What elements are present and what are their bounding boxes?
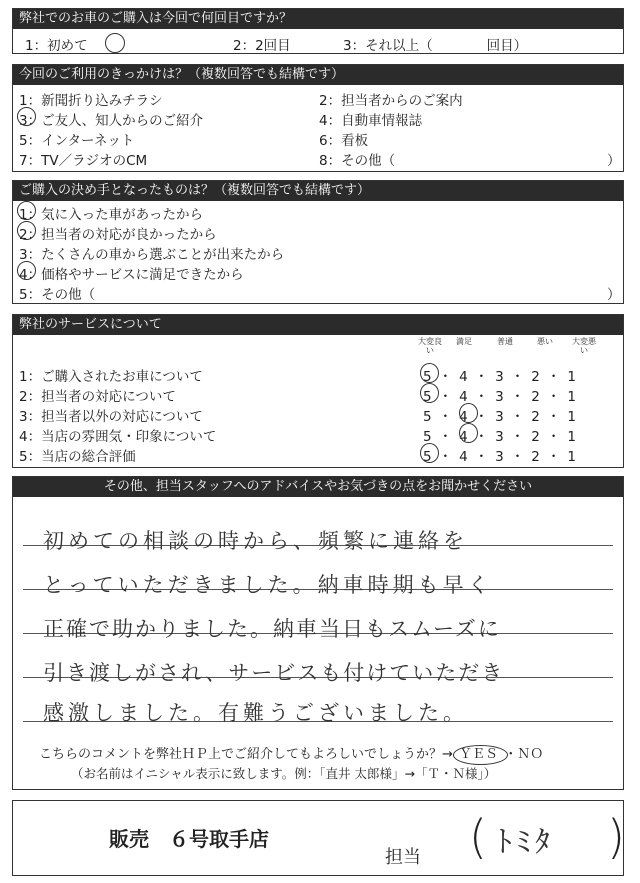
rating-label-bad: 悪い (537, 337, 553, 346)
publish-yes-label: ＹＥＳ (459, 747, 499, 762)
q1-option-2[interactable]: 2：2回目 (233, 38, 291, 54)
q2-option-2[interactable]: 2：担当者からのご案内 (319, 93, 463, 109)
q3-header: ご購入の決め手となったものは？（複数回答でも結構です） (13, 181, 623, 201)
q2-option-5[interactable]: 5：インターネット (19, 133, 135, 149)
q2-header: 今回のご利用のきっかけは？（複数回答でも結構です） (13, 65, 623, 85)
q1-section (12, 8, 624, 54)
footer-box (12, 800, 624, 876)
q2-option-6[interactable]: 6：看板 (319, 133, 369, 149)
publish-no-option[interactable]: ＮＯ (517, 747, 544, 762)
q3-option-5[interactable]: 5：その他（ (19, 287, 96, 303)
publish-yes-option[interactable] (457, 747, 504, 762)
comments-header: その他、担当スタッフへのアドバイスやお気づきの点をお聞かせください (13, 477, 623, 497)
q3-section (12, 180, 624, 304)
q3-option-1[interactable]: 1：気に入った車があったから (19, 207, 203, 223)
q3-other-close: ） (607, 287, 621, 303)
rating-label-satisfied: 満足 (456, 337, 472, 346)
q4-item-1-scale[interactable]: 5・4・3・2・1 (423, 369, 583, 385)
q4-item-1-label: 1：ご購入されたお車について (19, 369, 203, 385)
q4-item-5-scale[interactable]: 5・4・3・2・1 (423, 449, 583, 465)
staff-open-paren: ( (469, 810, 487, 864)
q3-selection-circle-1 (17, 201, 36, 220)
q2-option-7[interactable]: 7：TV／ラジオのCM (19, 153, 148, 169)
q3-option-2[interactable]: 2：担当者の対応が良かったから (19, 227, 217, 243)
q4-item-4-scale[interactable]: 5・4・3・2・1 (423, 429, 583, 445)
q4-item-1-selection-circle (420, 363, 439, 383)
publish-question-text: こちらのコメントを弊社ＨＰ上でご紹介してもよろしいでしょうか？→ (39, 747, 453, 762)
q4-item-3-scale[interactable]: 5・4・3・2・1 (423, 409, 583, 425)
handwritten-comment-line-4: 引き渡しがされ、サービスも付けていただき (43, 661, 505, 685)
q4-item-3-selection-circle (459, 403, 478, 423)
q2-option-3[interactable]: 3：ご友人、知人からのご紹介 (19, 113, 204, 129)
q2-section (12, 64, 624, 172)
q1-header: 弊社でのお車のご購入は今回で何回目ですか？ (13, 9, 623, 29)
q4-item-2-label: 2：担当者の対応について (19, 389, 176, 405)
handwritten-comment-line-1: 初めての相談の時から、頻繁に連絡を (43, 529, 468, 553)
q1-option-1[interactable]: 1：初めて (25, 38, 88, 54)
q4-item-4-selection-circle (459, 423, 478, 443)
handwritten-comment-line-5: 感激しました。有難うございました。 (43, 701, 468, 725)
q2-option-1[interactable]: 1：新聞折り込みチラシ (19, 93, 163, 109)
q4-header: 弊社のサービスについて (13, 315, 623, 335)
rating-label-very-good: 大変良い (418, 337, 442, 355)
publish-separator: ・ (504, 747, 518, 762)
q2-other-close: ） (607, 153, 621, 169)
q3-selection-circle-4 (17, 261, 36, 280)
store-name: 販売 ６号取手店 (109, 827, 269, 851)
q4-item-4-label: 4：当店の雰囲気・印象について (19, 429, 217, 445)
staff-close-paren: ) (607, 810, 625, 864)
q4-section (12, 314, 624, 468)
q3-selection-circle-2 (17, 221, 36, 240)
comments-section (12, 476, 624, 790)
q4-item-2-selection-circle (420, 383, 439, 403)
q1-option-3[interactable]: 3：それ以上（ 回目） (343, 38, 528, 54)
publish-yes-circle (453, 745, 508, 765)
initial-note: （お名前はイニシャル表示に致します。例：「直井 太郎様」→「Ｔ・Ｎ様」） (71, 766, 497, 781)
q4-item-5-selection-circle (420, 443, 439, 463)
handwritten-comment-line-2: とっていただきました。納車時期も早く (43, 573, 493, 597)
q3-option-3[interactable]: 3：たくさんの車から選ぶことが出来たから (19, 247, 285, 263)
q2-selection-circle (17, 107, 36, 126)
handwritten-comment-line-3: 正確で助かりました。納車当日もスムーズに (43, 617, 501, 641)
q4-item-3-label: 3：担当者以外の対応について (19, 409, 203, 425)
q4-item-5-label: 5：当店の総合評価 (19, 449, 136, 465)
q4-item-2-scale[interactable]: 5・4・3・2・1 (423, 389, 583, 405)
q1-selection-circle (105, 33, 125, 53)
publish-question (39, 743, 543, 762)
staff-label: 担当 (385, 847, 421, 868)
q2-option-8[interactable]: 8：その他（ (319, 153, 396, 169)
q3-option-4[interactable]: 4：価格やサービスに満足できたから (19, 267, 244, 283)
rating-label-normal: 普通 (497, 337, 513, 346)
rating-label-very-bad: 大変悪い (572, 337, 596, 355)
staff-name-handwritten: ﾄﾐﾀ (497, 825, 554, 860)
q2-option-4[interactable]: 4：自動車情報誌 (319, 113, 423, 129)
